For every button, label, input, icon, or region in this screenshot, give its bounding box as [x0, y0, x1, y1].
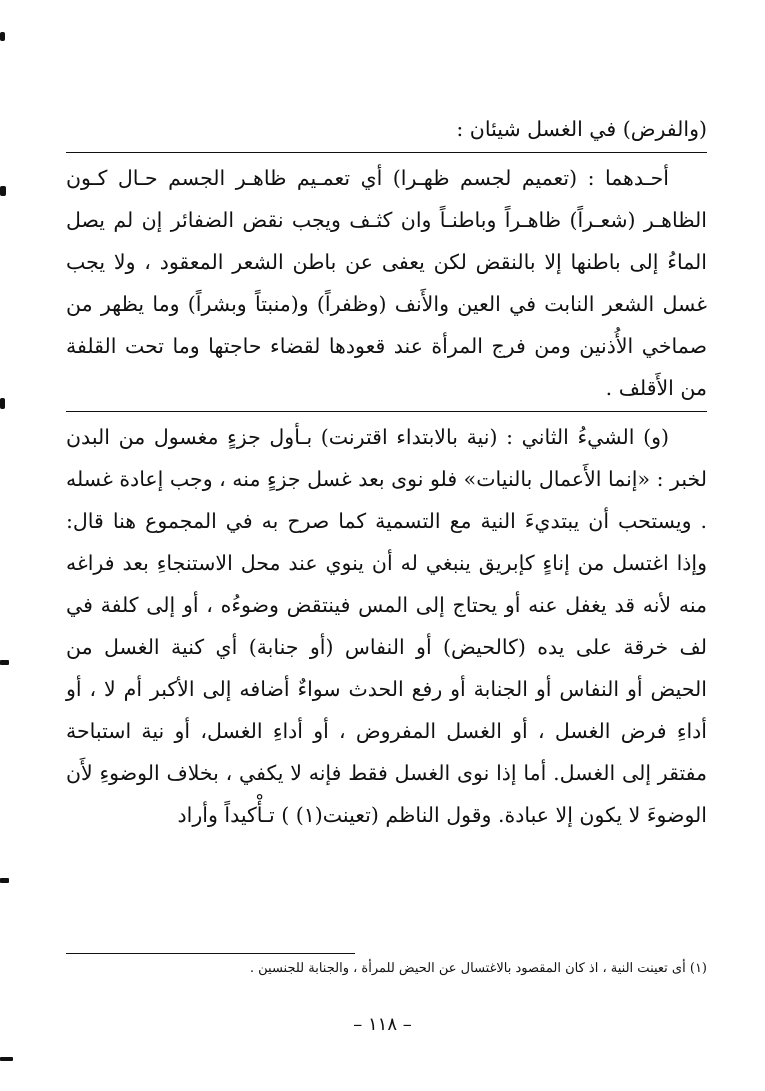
main-text — [66, 108, 707, 836]
page-number: – ١١٨ – — [353, 1014, 412, 1035]
scan-mark — [0, 398, 5, 409]
section-heading: (والفرض) في الغسل شيئان : — [456, 117, 707, 141]
scan-mark — [0, 660, 9, 665]
scan-mark — [0, 32, 5, 41]
paragraph-divider — [66, 152, 707, 153]
paragraph-divider — [66, 411, 707, 412]
scan-mark — [0, 186, 6, 196]
paragraph: أحـدهما : (تعميم لجسم ظهـرا) أي تعمـيم ظاهـر الجسم حـال كـون الظاهـر (شعـراً) ظاهـراً وباطنـاً وان كثـف ويجب نقض الضفائر إن لم يصل الماءُ إلى باطنها إلا بالنقض لكن يعفى عن باطن الشعر المعقود ، ولا يجب غسل الشعر النابت في العين والأَنف (وظفراً) و(منبتاً وبشراً) وما يظهر من صماخي الأُذنين ومن فرج المرأة عند قعودها لقضاء حاجتها وما تحت القلفة من الأَقلف . — [66, 166, 707, 400]
scan-mark — [0, 1057, 13, 1061]
paragraph: (و) الشيءُ الثاني : (نية بالابتداء اقترنت) بـأول جزءٍ مغسول من البدن لخبر : «إنما الأَعمال بالنيات» فلو نوى بعد غسل جزءٍ منه ، وجب إعادة غسله . ويستحب أن يبتديءَ النية مع التسمية كما صرح به في المجموع هنا قال: وإذا اغتسل من إناءٍ كإبريق ينبغي له أن ينوي عند محل الاستنجاءِ بعد فراغه منه لأنه قد يغفل عنه أو يحتاج إلى المس فينتقض وضوءُه ، أو إلى كلفة في لف خرقة على يده (كالحيض) أو النفاس (أو جنابة) أي كنية الغسل من الحيض أو النفاس أو الجنابة أو رفع الحدث سواءٌ أضافه إلى الأكبر أم لا ، أو أداءِ فرض الغسل ، أو الغسل المفروض ، أو أداءِ الغسل، أو نية استباحة مفتقر إلى الغسل. أما إذا نوى الغسل فقط فإنه لا يكفي ، بخلاف الوضوءِ لأَن الوضوءَ لا يكون إلا عبادة. وقول الناظم (تعينت(١) ) تـأْكيداً وأراد — [66, 425, 707, 827]
scan-mark — [0, 878, 9, 883]
footnote: (١) أى تعينت النية ، اذ كان المقصود بالاغتسال عن الحيض للمرأة ، والجنابة للجنسين . — [249, 961, 707, 976]
footnote-divider — [66, 953, 355, 954]
